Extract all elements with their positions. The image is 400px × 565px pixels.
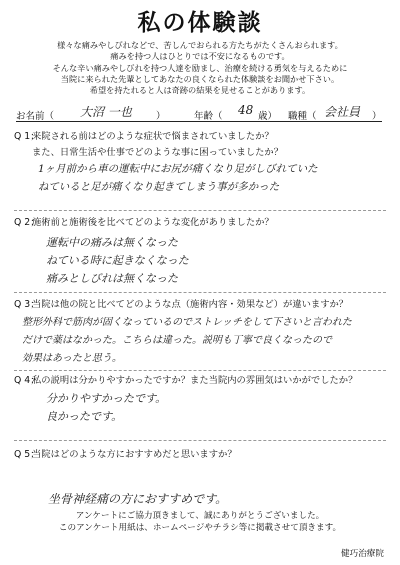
question-text: 施術前と施術後を比べてどのような変化がありましたか？ <box>32 217 274 228</box>
divider <box>14 440 386 441</box>
answer-line: 整形外科で筋肉が固くなっているのでストレッチをして下さいと言われた <box>22 317 352 328</box>
answer-line: 坐骨神経痛の方におすすめです。 <box>48 492 228 506</box>
question-3 <box>14 296 348 310</box>
question-text: 当院はどのような方におすすめだと思いますか？ <box>32 449 237 460</box>
question-text: また、日常生活や仕事でどのような事に困っていましたか？ <box>32 147 284 158</box>
intro-line: 痛みを持つ人はひとりでは不安になるものです。 <box>110 51 290 62</box>
answer-line: 痛みとしびれは無くなった <box>46 272 178 285</box>
divider <box>14 292 386 293</box>
answer-5 <box>48 490 227 508</box>
clinic-name: 健巧治療院 <box>341 549 384 559</box>
job-label: 職種（ <box>288 111 317 122</box>
name-close: ） <box>156 111 166 122</box>
name-value: 大沼 一也 <box>80 105 132 119</box>
page-title: 私の体験談 <box>137 10 263 36</box>
answer-1 <box>38 160 318 196</box>
age-unit: 歳） <box>258 111 278 122</box>
answer-2 <box>46 234 189 288</box>
job-close: ） <box>372 111 382 122</box>
answer-line: だけで薬はなかった。こちらは違った。説明も丁寧で良くなったので <box>22 335 332 346</box>
intro-line: 希望を持たれると人は奇跡の結果を見せることがあります。 <box>89 85 311 96</box>
name-label: お名前（ <box>16 111 55 122</box>
footer-line: このアンケート用紙は、ホームページやチラシ等に掲載させて頂きます。 <box>58 523 342 533</box>
footer-thanks <box>0 510 400 534</box>
age-value: 48 <box>238 103 254 117</box>
answer-line: 効果はあったと思う。 <box>22 353 122 364</box>
divider <box>14 370 386 371</box>
question-number: Q 5； <box>14 449 40 460</box>
answer-line: 良かったです。 <box>46 410 123 423</box>
question-number: Q 4； <box>14 375 40 386</box>
age-label: 年齢（ <box>194 111 223 122</box>
intro-line: 様々な痛みやしびれなどで、苦しんでおられる方たちがたくさんおられます。 <box>57 40 343 50</box>
question-5 <box>14 446 237 460</box>
intro-line: そんな辛い痛みやしびれを持つ人達を励まし、治療を続ける勇気を与えるために <box>52 62 348 73</box>
question-2 <box>14 214 274 228</box>
question-number: Q 3； <box>14 299 40 310</box>
job-value: 会社員 <box>324 105 361 119</box>
question-text: 来院される前はどのような症状で悩まされていましたか？ <box>32 131 274 142</box>
intro-line: 当院に来られた先輩としてあなたの良くなられた体験談をお聞かせ下さい。 <box>60 73 340 84</box>
answer-line: ねていると足が痛くなり起きてしまう事が多かった <box>38 181 280 193</box>
footer-line: アンケートにご協力頂きまして、誠にありがとうございました。 <box>75 511 325 521</box>
divider <box>14 210 386 211</box>
answer-line: 運転中の痛みは無くなった <box>46 236 178 249</box>
question-1 <box>14 128 283 158</box>
intro-text <box>18 40 382 96</box>
answer-line: 1ヶ月前から車の運転中にお尻が痛くなり足がしびれていた <box>38 163 318 175</box>
question-text: 当院は他の院と比べてどのような点（施術内容・効果など）が違いますか？ <box>32 299 349 310</box>
question-text: 私の説明は分かりやすかったですか？また当院内の雰囲気はいかがでしたか？ <box>32 375 358 386</box>
answer-line: ねている時に起きなくなった <box>46 254 189 267</box>
question-number: Q 2； <box>14 217 40 228</box>
answer-3 <box>22 314 352 368</box>
answer-line: 分かりやすかったです。 <box>46 392 167 405</box>
respondent-info <box>16 102 382 124</box>
answer-4 <box>46 390 166 426</box>
question-4 <box>14 372 357 386</box>
question-number: Q 1； <box>14 131 40 142</box>
